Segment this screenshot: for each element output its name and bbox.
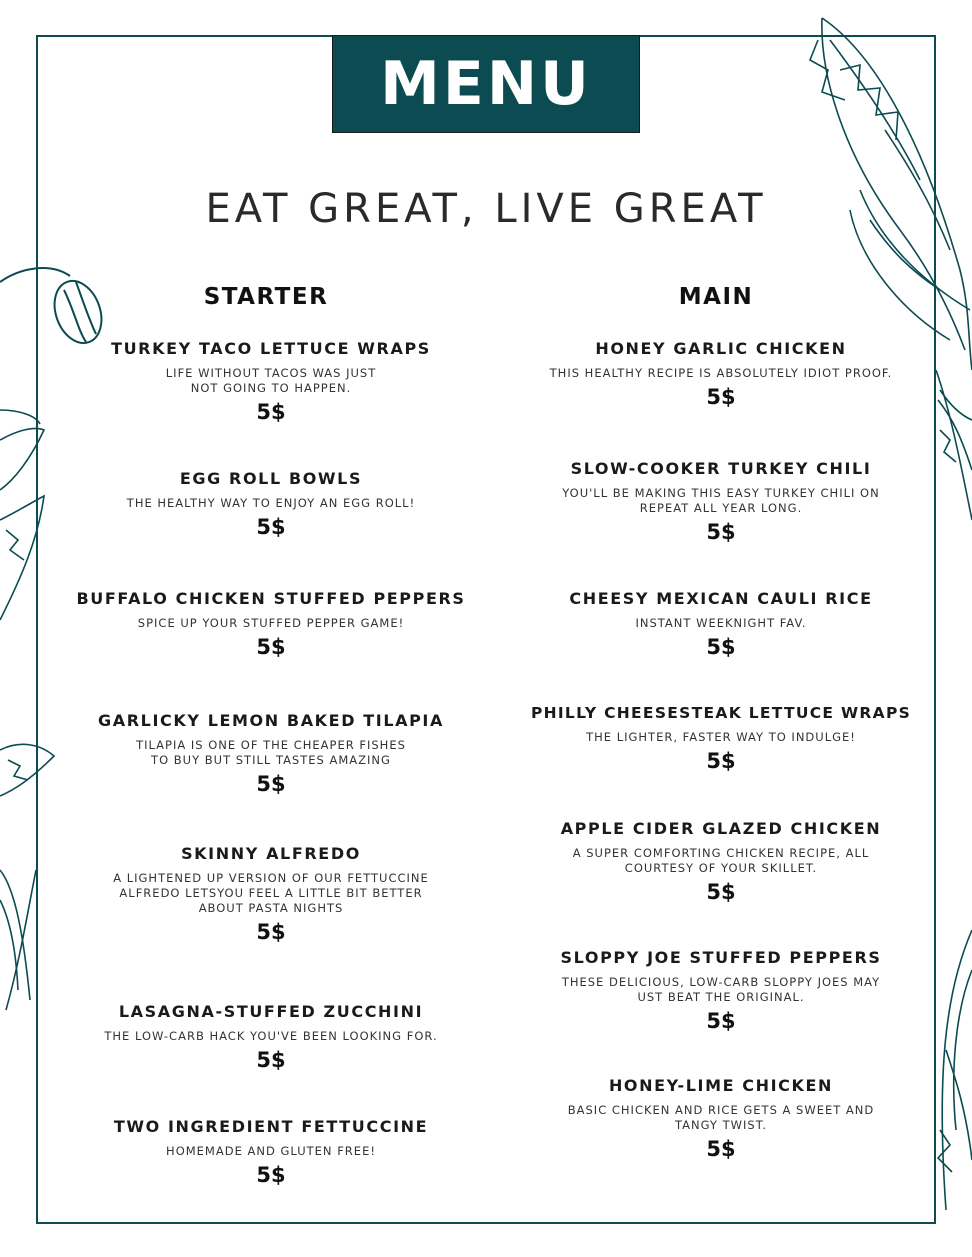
leaf-illustration-right-mid [930, 370, 972, 530]
main-item-name: HONEY GARLIC CHICKEN [595, 339, 847, 358]
starter-item [66, 844, 476, 944]
starter-item [66, 1002, 476, 1072]
main-item-description: YOU'LL BE MAKING THIS EASY TURKEY CHILI ON REPEAT ALL YEAR LONG. [562, 486, 880, 515]
starter-item-price: 5$ [256, 772, 286, 796]
starter-item-price: 5$ [256, 1048, 286, 1072]
starter-item [66, 1117, 476, 1187]
main-item [506, 589, 936, 659]
starter-item-description: THE LOW-CARB HACK YOU'VE BEEN LOOKING FOR. [104, 1029, 438, 1043]
starter-item-name: BUFFALO CHICKEN STUFFED PEPPERS [76, 589, 466, 608]
main-item-description: BASIC CHICKEN AND RICE GETS A SWEET AND TANGY TWIST. [567, 1103, 875, 1132]
main-item-description: INSTANT WEEKNIGHT FAV. [635, 616, 807, 630]
tagline: EAT GREAT, LIVE GREAT [205, 186, 767, 232]
main-item-name: SLOPPY JOE STUFFED PEPPERS [560, 948, 882, 967]
starter-heading: STARTER [203, 284, 329, 310]
main-item-name: PHILLY CHEESESTEAK LETTUCE WRAPS [530, 704, 912, 722]
main-item-price: 5$ [706, 1009, 736, 1033]
menu-title: MENU [380, 49, 592, 119]
main-item-name: APPLE CIDER GLAZED CHICKEN [560, 819, 882, 838]
starter-item-name: EGG ROLL BOWLS [179, 469, 363, 488]
starter-item-description: A LIGHTENED UP VERSION OF OUR FETTUCCINE ALFREDO LETSYOU FEEL A LITTLE BIT BETTER ABOUT PASTA NIGHTS [113, 871, 429, 915]
main-heading: MAIN [678, 284, 754, 310]
starter-item-price: 5$ [256, 515, 286, 539]
starter-item-price: 5$ [256, 1163, 286, 1187]
main-item-description: THE LIGHTER, FASTER WAY TO INDULGE! [586, 730, 856, 744]
main-item-price: 5$ [706, 880, 736, 904]
starter-item [66, 589, 476, 659]
main-item-name: HONEY-LIME CHICKEN [608, 1076, 834, 1095]
main-item-name: CHEESY MEXICAN CAULI RICE [569, 589, 873, 608]
main-item-price: 5$ [706, 1137, 736, 1161]
main-item [506, 704, 936, 773]
starter-item [66, 339, 476, 424]
main-item [506, 339, 936, 409]
starter-item-name: SKINNY ALFREDO [181, 844, 361, 863]
starter-item-description: TILAPIA IS ONE OF THE CHEAPER FISHES TO BUY BUT STILL TASTES AMAZING [136, 738, 406, 767]
starter-item-price: 5$ [256, 635, 286, 659]
starter-item [66, 469, 476, 539]
starter-item-description: THE HEALTHY WAY TO ENJOY AN EGG ROLL! [126, 496, 416, 510]
starter-item-price: 5$ [256, 400, 286, 424]
main-item-description: A SUPER COMFORTING CHICKEN RECIPE, ALL COURTESY OF YOUR SKILLET. [572, 846, 870, 875]
menu-title-banner [332, 35, 640, 133]
starter-item-description: SPICE UP YOUR STUFFED PEPPER GAME! [137, 616, 405, 630]
main-item-name: SLOW-COOKER TURKEY CHILI [570, 459, 872, 478]
starter-item-description: LIFE WITHOUT TACOS WAS JUST NOT GOING TO HAPPEN. [165, 366, 377, 395]
starter-item-name: LASAGNA-STUFFED ZUCCHINI [118, 1002, 424, 1021]
main-item-price: 5$ [706, 520, 736, 544]
starter-item-name: TWO INGREDIENT FETTUCCINE [113, 1117, 429, 1136]
main-item-price: 5$ [706, 385, 736, 409]
main-item [506, 459, 936, 544]
starter-item-name: GARLICKY LEMON BAKED TILAPIA [98, 711, 444, 730]
main-item-description: THIS HEALTHY RECIPE IS ABSOLUTELY IDIOT PROOF. [549, 366, 893, 380]
starter-item [66, 711, 476, 796]
main-item [506, 819, 936, 904]
main-item-description: THESE DELICIOUS, LOW-CARB SLOPPY JOES MAY UST BEAT THE ORIGINAL. [561, 975, 881, 1004]
main-item [506, 948, 936, 1033]
main-item-price: 5$ [706, 749, 736, 773]
starter-item-name: TURKEY TACO LETTUCE WRAPS [111, 339, 431, 358]
starter-item-description: HOMEMADE AND GLUTEN FREE! [166, 1144, 376, 1158]
starter-item-price: 5$ [256, 920, 286, 944]
main-item [506, 1076, 936, 1161]
main-item-price: 5$ [706, 635, 736, 659]
